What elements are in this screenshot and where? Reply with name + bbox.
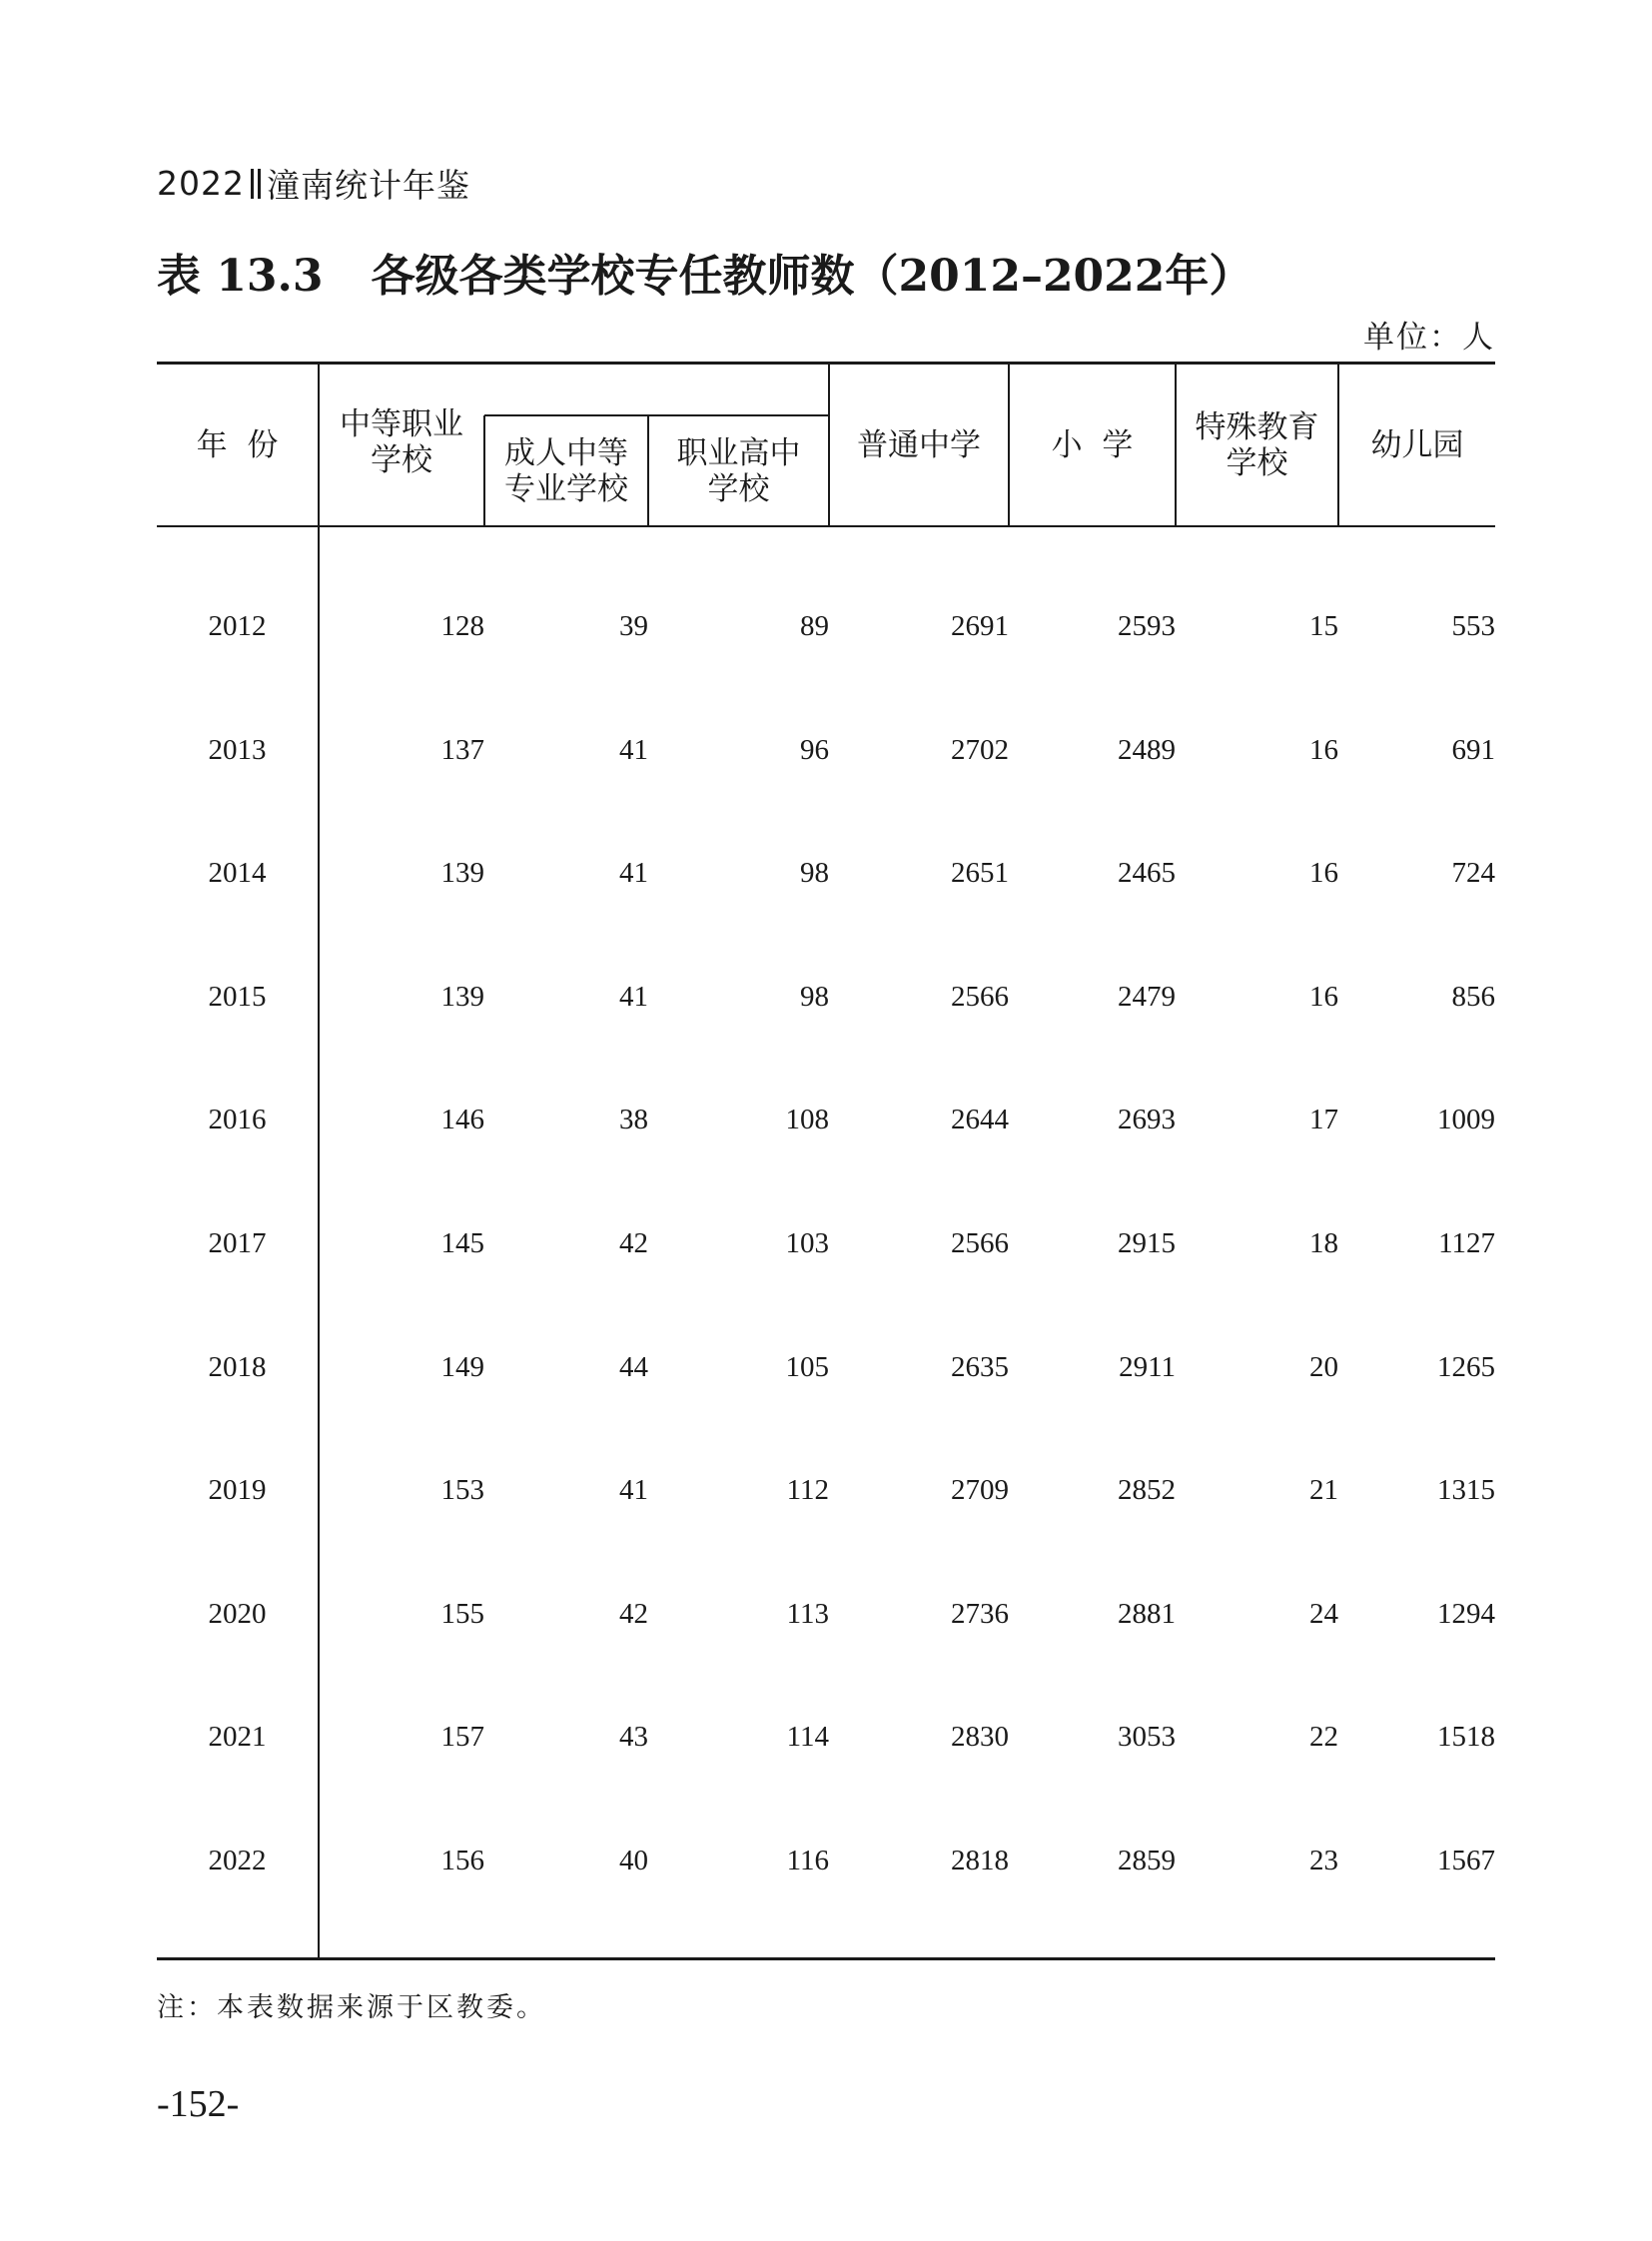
special-education-cell: 24 [1309, 1597, 1338, 1630]
vocational-high-cell: 112 [786, 1474, 829, 1507]
middle-school-cell: 2818 [951, 1845, 1009, 1876]
vocational-high-cell: 108 [785, 1104, 829, 1136]
middle-school-cell: 2736 [951, 1597, 1009, 1630]
vocational-cell: 128 [440, 610, 484, 642]
adult-cell: 42 [619, 1227, 648, 1259]
vocational-high-cell: 116 [786, 1845, 829, 1876]
adult-cell: 41 [619, 733, 648, 766]
special-education-cell: 23 [1309, 1845, 1338, 1876]
year-cell: 2017 [208, 1227, 267, 1259]
vocational-cell: 155 [440, 1597, 484, 1630]
adult-cell: 39 [619, 610, 648, 642]
vocational-cell: 146 [440, 1104, 484, 1136]
vocational-cell: 149 [440, 1350, 484, 1383]
year-cell: 2018 [208, 1350, 267, 1383]
kindergarten-cell: 553 [1451, 610, 1495, 642]
adult-cell: 44 [619, 1350, 648, 1383]
vocational-high-cell: 113 [786, 1597, 829, 1630]
special-education-cell: 20 [1309, 1350, 1338, 1383]
vocational-high-cell: 114 [786, 1721, 829, 1754]
middle-school-cell: 2709 [951, 1474, 1009, 1507]
adult-cell: 41 [619, 1474, 648, 1507]
header-primary-school: 小 学 [1051, 426, 1134, 463]
special-education-cell: 21 [1309, 1474, 1338, 1507]
special-education-cell: 17 [1309, 1104, 1338, 1136]
kindergarten-cell: 1518 [1437, 1721, 1495, 1754]
year-cell: 2012 [208, 610, 267, 642]
page-number: -152- [157, 2083, 240, 2125]
vocational-high-cell: 103 [785, 1227, 829, 1259]
running-head-year: 2022 [157, 164, 245, 203]
primary-school-cell: 2593 [1118, 610, 1176, 642]
primary-school-cell: 2479 [1118, 980, 1176, 1013]
vocational-high-cell: 98 [800, 857, 829, 890]
table-title-text: 各级各类学校专任教师数（2012–2022年） [371, 251, 1253, 302]
kindergarten-cell: 1315 [1437, 1474, 1495, 1507]
adult-cell: 43 [619, 1721, 648, 1754]
middle-school-cell: 2566 [951, 980, 1009, 1013]
unit-label: 单位：人 [1363, 320, 1495, 356]
vocational-cell: 145 [440, 1227, 484, 1259]
special-education-cell: 22 [1309, 1721, 1338, 1754]
table-note: 注：本表数据来源于区教委。 [157, 1992, 546, 2023]
special-education-cell: 18 [1309, 1227, 1338, 1259]
vocational-cell: 139 [440, 980, 484, 1013]
adult-cell: 38 [619, 1104, 648, 1136]
vocational-cell: 139 [440, 857, 484, 890]
primary-school-cell: 2915 [1118, 1227, 1176, 1259]
adult-cell: 41 [619, 857, 648, 890]
year-column-divider [318, 364, 320, 1958]
primary-school-cell: 2852 [1118, 1474, 1176, 1507]
year-cell: 2022 [208, 1845, 267, 1876]
header-year: 年 份 [196, 426, 279, 463]
header-vocational-high: 职业高中 学校 [676, 434, 801, 507]
year-cell: 2020 [208, 1597, 267, 1630]
kindergarten-cell: 1294 [1437, 1597, 1495, 1630]
special-education-cell: 16 [1309, 980, 1338, 1013]
primary-school-cell: 2911 [1119, 1350, 1176, 1383]
kindergarten-cell: 724 [1451, 857, 1495, 890]
adult-cell: 40 [619, 1845, 648, 1876]
header-special-education: 特殊教育 学校 [1195, 408, 1319, 481]
year-cell: 2015 [208, 980, 267, 1013]
adult-cell: 42 [619, 1597, 648, 1630]
primary-school-cell: 2881 [1118, 1597, 1176, 1630]
separator-icon [251, 169, 261, 199]
header-middle-school: 普通中学 [857, 426, 981, 463]
kindergarten-cell: 691 [1451, 733, 1495, 766]
vocational-cell: 153 [440, 1474, 484, 1507]
running-head-book: 潼南统计年鉴 [266, 166, 470, 205]
primary-school-cell: 2859 [1118, 1845, 1176, 1876]
primary-school-cell: 2465 [1118, 857, 1176, 890]
adult-cell: 41 [619, 980, 648, 1013]
table-title [157, 240, 1252, 304]
header-bottom-rule [157, 525, 1495, 527]
header-vocational: 中等职业 学校 [340, 406, 463, 478]
table-bottom-rule [157, 1957, 1495, 1960]
year-cell: 2021 [208, 1721, 267, 1754]
primary-school-cell: 2693 [1118, 1104, 1176, 1136]
year-cell: 2014 [208, 857, 267, 890]
middle-school-cell: 2644 [951, 1104, 1009, 1136]
middle-school-cell: 2635 [951, 1350, 1009, 1383]
middle-school-cell: 2830 [951, 1721, 1009, 1754]
vocational-cell: 157 [440, 1721, 484, 1754]
kindergarten-cell: 1265 [1437, 1350, 1495, 1383]
vocational-high-cell: 98 [800, 980, 829, 1013]
year-cell: 2019 [208, 1474, 267, 1507]
special-education-cell: 15 [1309, 610, 1338, 642]
header-kindergarten: 幼儿园 [1370, 426, 1464, 463]
middle-school-cell: 2651 [951, 857, 1009, 890]
middle-school-cell: 2702 [951, 733, 1009, 766]
vocational-high-cell: 89 [800, 610, 829, 642]
middle-school-cell: 2691 [951, 610, 1009, 642]
special-education-cell: 16 [1309, 733, 1338, 766]
table-number: 表 13.3 [157, 251, 324, 302]
middle-school-cell: 2566 [951, 1227, 1009, 1259]
vocational-cell: 137 [440, 733, 484, 766]
kindergarten-cell: 1567 [1437, 1845, 1495, 1876]
kindergarten-cell: 1009 [1437, 1104, 1495, 1136]
vocational-high-cell: 96 [800, 733, 829, 766]
year-cell: 2016 [208, 1104, 267, 1136]
vocational-cell: 156 [440, 1845, 484, 1876]
primary-school-cell: 3053 [1118, 1721, 1176, 1754]
vocational-high-cell: 105 [785, 1350, 829, 1383]
year-cell: 2013 [208, 733, 267, 766]
header-adult-specialized: 成人中等 专业学校 [504, 434, 628, 507]
primary-school-cell: 2489 [1118, 733, 1176, 766]
special-education-cell: 16 [1309, 857, 1338, 890]
running-head [157, 160, 470, 207]
kindergarten-cell: 856 [1451, 980, 1495, 1013]
kindergarten-cell: 1127 [1438, 1227, 1495, 1259]
